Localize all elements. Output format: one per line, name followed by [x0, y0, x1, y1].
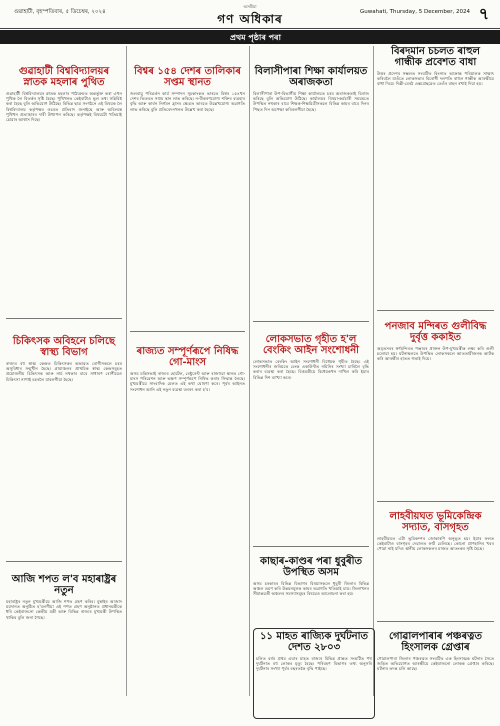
article-a11-headline[interactable]: পনজাব মন্দিৰত গুলীবিদ্ধ দুৰ্বৃত্ত ককাইত — [384, 321, 487, 343]
article-a13 — [377, 631, 494, 726]
article-a3 — [6, 574, 122, 709]
article-a12-headline[interactable]: লাহবীয়ঘত ভূমিকেন্দ্ৰিক সদ্যাত, বাসগৃহত — [389, 511, 482, 533]
article-a11 — [377, 321, 494, 491]
masthead-date-right: Guwahati, Thursday, 5 December, 2024 — [360, 9, 470, 15]
article-a13-headline[interactable]: গোৱালপাৰাৰ পঞ্চৰত্নত হিংসালক গ্ৰেপ্তাৰ — [388, 631, 483, 653]
article-a4-headline[interactable]: বিশ্বৰ ১৫৪ দেশৰ তালিকাৰ সপ্তম স্থানত — [134, 66, 241, 88]
article-a5-headline[interactable]: ৰাজ্যত সম্পূৰ্ণৰূপে নিষিদ্ধ গো-মাংস — [136, 346, 239, 368]
article-a8 — [253, 556, 369, 631]
article-a7-body: লোকসভাত বেংকিং আইন সংশোধনী বিধেয়ক গৃহীত হৈছে। এই সংশোধনীৰ জৰিয়তে বেংক একাউণ্টত নমিনিৰ সংখ্যা চাৰিলৈ বৃদ্ধি কৰাৰ ব্যৱস্থা কৰা হৈছে। বিত্তমন্ত্ৰীয়ে বিধেয়কখন দাখিল কৰি ইয়াৰ বিভিন্ন দিশ ব্যাখ্যা কৰে। — [253, 359, 369, 380]
article-a5 — [130, 346, 245, 701]
article-a10-headline[interactable]: বিৰদমান চচলত ৰাহুল গান্ধীক প্ৰবেশত বাধা — [391, 46, 480, 68]
article-a12-body: লাহবীয়ঘত এটা ভূমিকম্পৰ জোকাৰণি অনুভূত হয়। ইয়াৰ ফলত কেইবাটাও বাসগৃহৰ দেৱালত ফাট মেলিছে। কোনো প্ৰাণহানিৰ খবৰ পোৱা নাই যদিও স্থানীয় লোকসকলৰ মাজত আতংকৰ সৃষ্টি হৈছে। — [377, 536, 494, 552]
article-a8-headline[interactable]: কাছাৰ-কাণ্ডৰ পৰা ধুবুৰীত উপস্থিত অসম — [259, 556, 363, 578]
section-banner — [0, 30, 500, 44]
masthead — [0, 0, 500, 29]
section-banner-label: প্ৰথম পৃষ্ঠাৰ পৰা — [230, 32, 281, 42]
article-a9-headline[interactable]: ১১ মাহত ৰাজ্যিক দুৰ্ঘটনাত দেশত ২৮০৩ — [259, 631, 369, 653]
logo-text: গণ অধিকাৰ — [217, 12, 283, 26]
article-a2-body: ৰাজ্যৰ বহু স্বাস্থ্য কেন্দ্ৰত চিকিৎসকৰ অভাৱত ৰোগীসকলে চৰম অসুবিধাৰ সন্মুখীন হৈছে। গ্ৰামাঞ্চলৰ প্ৰাথমিক স্বাস্থ্য কেন্দ্ৰসমূহত প্ৰয়োজনীয় চিকিৎসক আৰু নাৰ্চ নথকাৰ বাবে সাধাৰণ ৰোগীয়েও চিকিৎসা নাপাই চহৰলৈ যাবলগীয়া হৈছে। — [6, 361, 122, 382]
article-a2 — [6, 336, 122, 551]
article-a8-body: অসম চৰকাৰৰ বিভিন্ন বিভাগৰ বিষয়াসকলে ধুবুৰী জিলাৰ বিভিন্ন অঞ্চল ভ্ৰমণ কৰি উন্নয়নমূলক কামৰ অগ্ৰগতি খতিয়াই চায়। জিলাখনৰ সীমান্তৱৰ্তী অঞ্চলৰ সমস্যাসমূহৰ বিষয়েও আলোচনা কৰা হয়। — [253, 581, 369, 597]
logo-tagline: অসমীয়া — [243, 4, 257, 9]
article-a2-headline[interactable]: চিকিৎসক অবিহনে চলিছে স্বাস্থ্য বিভাগ — [12, 336, 116, 358]
article-a4-body: জলবায়ু পৰিৱৰ্তন কাৰ্য সম্পাদন সূচকাংকত ভাৰতে বিশ্বৰ ১৫৪খন দেশৰ ভিতৰত সপ্তম স্থান লাভ কৰিছে। ন-বীকৰণযোগ্য শক্তিৰ ব্যৱহাৰ বৃদ্ধি আৰু কাৰ্বন নিৰ্গমন হ্ৰাসৰ ক্ষেত্ৰত ভাৰতে উল্লেখযোগ্য অগ্ৰগতি লাভ কৰিছে বুলি প্ৰতিবেদনখনত উল্লেখ কৰা হৈছে। — [130, 91, 245, 112]
newspaper-logo — [200, 4, 300, 31]
article-a1-headline[interactable]: গুৱাহাটী বিশ্ববিদ্যালয়ৰ স্নাতক মহলাৰ পুথিত — [18, 66, 110, 88]
article-a13-body: গোৱালপাৰা জিলাৰ পঞ্চৰত্নত সংঘটিত এক হিংসাত্মক ঘটনাৰ সৈতে জড়িত অভিযোগত আৰক্ষীয়ে কেইবাজনো লোকক গ্ৰেপ্তাৰ কৰিছে। ঘটনাৰ তদন্ত চলি আছে। — [377, 656, 494, 672]
article-a3-body: মহাৰাষ্ট্ৰৰ নতুন মুখ্যমন্ত্ৰীয়ে আজি শপত গ্ৰহণ কৰিব। মুম্বাইৰ আজাদ ময়দানত অনুষ্ঠিত হ'বলগীয়া এই শপত গ্ৰহণ অনুষ্ঠানত প্ৰধানমন্ত্ৰীকে ধৰি কেইবাজনো কেন্দ্ৰীয় মন্ত্ৰী আৰু বিভিন্ন ৰাজ্যৰ মুখ্যমন্ত্ৰী উপস্থিত থাকিব বুলি জনা গৈছে। — [6, 599, 122, 620]
article-a6-headline[interactable]: বিলাসীপাৰা শিক্ষা কাৰ্যালয়ত অৰাজকতা — [254, 66, 368, 88]
page-number: ৭ — [478, 4, 490, 23]
article-a9-body: চলিত বৰ্ষৰ প্ৰথম এঘাৰ মাহত ৰাজ্যৰ বিভিন্ন প্ৰান্তত সংঘটিত পথ দুৰ্ঘটনাত বহু লোকৰ মৃত্যু হৈছে। পৰিবহণ বিভাগৰ তথ্য অনুসৰি দুৰ্ঘটনাৰ সংখ্যা পূৰ্বৰ বছৰতকৈ বৃদ্ধি পাইছে। — [256, 656, 372, 672]
article-a1-body: গুৱাহাটী বিশ্ববিদ্যালয়ৰ স্নাতক মহলাৰ পাঠ্যক্ৰমত অন্তৰ্ভুক্ত কৰা এখন পুথিক লৈ বিতৰ্কৰ সৃষ্টি হৈছে। পুথিখনত কেইবাটাও ভুল তথ্য সন্নিবিষ্ট কৰা হৈছে বুলি অভিযোগ উঠিছে। বিভিন্ন ছাত্ৰ সংগঠনে এই বিষয়ক লৈ বিশ্ববিদ্যালয় কৰ্তৃপক্ষৰ ওচৰত প্ৰতিবাদ জনাইছে আৰু অবিলম্বে পুথিখন প্ৰত্যাহাৰৰ দাবী উত্থাপন কৰিছে। কৰ্তৃপক্ষই বিষয়টো খতিয়াই চোৱাৰ আশ্বাস দিছে। — [6, 91, 122, 123]
article-a11-body: অমৃতসৰৰ স্বৰ্ণমন্দিৰত পঞ্জাবৰ প্ৰাক্তন উপ-মুখ্যমন্ত্ৰীক লক্ষ্য কৰি গুলী চলোৱা হয়। ঘটনাস্থলতে উপস্থিত লোকসকলে আততায়ীজনক আটক কৰি আৰক্ষীৰ হাতত গতাই দিয়ে। — [377, 346, 494, 362]
article-a10-body: উত্তৰ প্ৰদেশৰ সম্ভলত সংঘটিত হিংসাত আক্ৰান্ত পৰিয়ালক সাক্ষাৎ কৰিবলৈ যাওঁতে লোকসভাৰ বিৰোধী দলপতি ৰাহুল গান্ধীক আৰক্ষীয়ে বাধা দিয়ে। দিল্লী-মেৰঠ এক্সপ্ৰেছৱেত তেওঁৰ বাহন ৰখাই দিয়া হয়। — [377, 71, 494, 87]
article-a7 — [253, 334, 369, 539]
article-a9 — [253, 628, 375, 719]
article-a4 — [130, 66, 245, 331]
article-a1 — [6, 66, 122, 321]
masthead-date-left: গুৱাহাটী, বৃহস্পতিবাৰ, ৫ ডিচেম্বৰ, ২০২৪ — [14, 9, 106, 15]
article-a6-body: বিলাসীপাৰা উপ-বিভাগীয় শিক্ষা কাৰ্যালয়ত চৰম অৰাজকতাই বিৰাজ কৰিছে বুলি অভিযোগ উঠিছে। কাৰ্যালয়ৰ বিষয়া-কৰ্মচাৰী সময়মতে উপস্থিত নথকাৰ বাবে শিক্ষক-শিক্ষয়িত্ৰীসকলে বিভিন্ন কামৰ বাবে দিনৰ পিছত দিন অপেক্ষা কৰিবলগীয়া হৈছে। — [253, 91, 369, 112]
article-a7-headline[interactable]: লোকসভাত গৃহীত হ'ল বেংকিং আইন সংশোধনী — [262, 334, 360, 356]
article-a10 — [377, 46, 494, 306]
article-a12 — [377, 511, 494, 616]
article-a3-headline[interactable]: আজি শপত ল'ব মহাৰাষ্ট্ৰৰ নতুন — [11, 574, 117, 596]
article-a6 — [253, 66, 369, 311]
article-a5-body: অসম মন্ত্ৰিসভাই ৰাজ্যৰ হোটেল, ৰেষ্টুৰেণ্ট আৰু ৰাজহুৱা স্থানত গো-মাংস পৰিৱেশন আৰু ভক্ষণ সম্পূৰ্ণৰূপে নিষিদ্ধ কৰাৰ সিদ্ধান্ত লৈছে। মুখ্যমন্ত্ৰীয়ে সাংবাদিক মেলত এই কথা ঘোষণা কৰে। পূৰ্বৰ আইনত সংশোধন আনি এই নতুন ব্যৱস্থা বলবৎ কৰা হ'ব। — [130, 371, 245, 392]
